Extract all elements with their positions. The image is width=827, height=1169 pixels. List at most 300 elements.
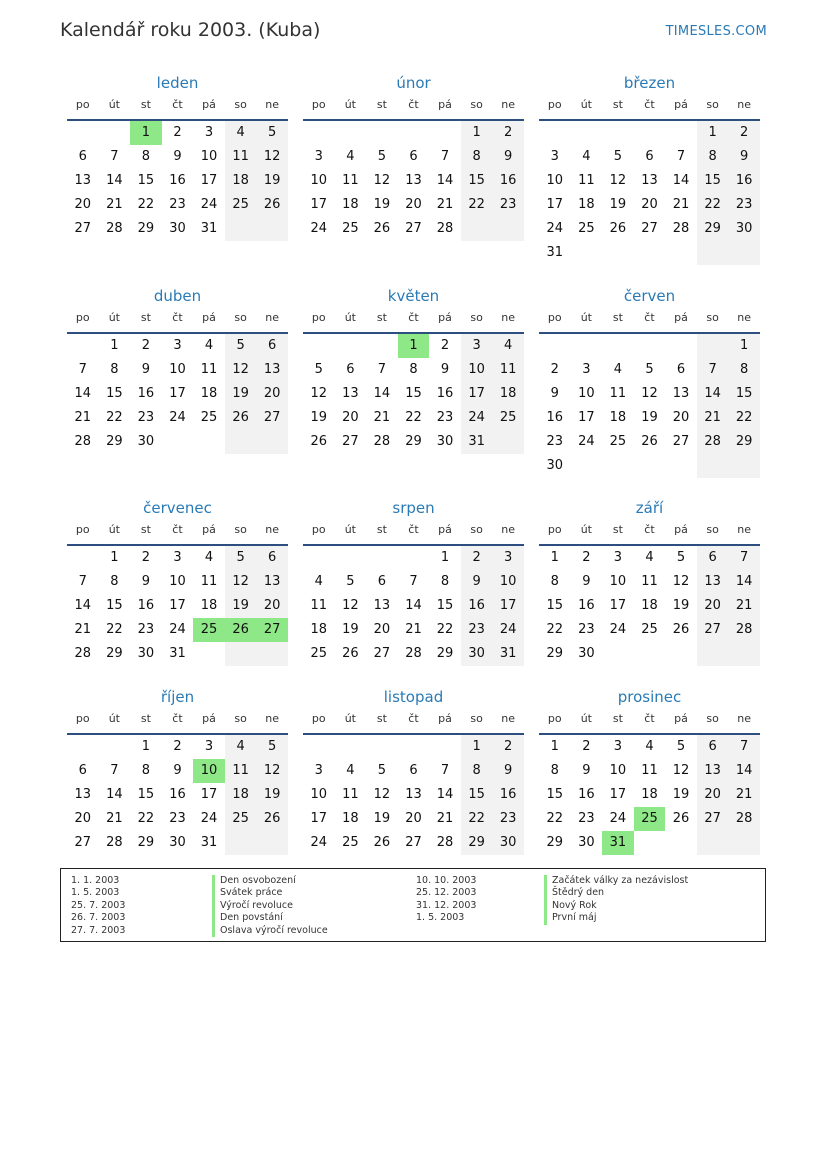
day: 28 <box>74 434 92 449</box>
weekday-header <box>539 708 760 735</box>
day: 2 <box>173 125 182 140</box>
day: 14 <box>74 598 92 613</box>
empty-cell <box>634 642 666 666</box>
day: 21 <box>728 594 760 618</box>
weekday-label: ne <box>737 712 752 725</box>
day: 26 <box>342 646 359 661</box>
day: 25 <box>225 807 257 831</box>
day: 13 <box>697 759 729 783</box>
day: 23 <box>546 434 564 449</box>
weekday-header <box>67 519 288 546</box>
day: 7 <box>78 362 87 377</box>
empty-cell <box>193 642 225 666</box>
day: 15 <box>106 598 123 613</box>
weekday-label: st <box>376 712 387 725</box>
day: 23 <box>578 622 595 637</box>
empty-cell <box>665 334 697 358</box>
day: 12 <box>225 358 257 382</box>
month-name: únor <box>396 74 431 92</box>
day: 30 <box>137 434 155 449</box>
day: 21 <box>373 410 391 425</box>
day: 12 <box>256 759 288 783</box>
day: 29 <box>546 835 564 850</box>
day: 16 <box>169 787 186 802</box>
day: 2 <box>461 546 493 570</box>
day: 13 <box>74 787 92 802</box>
month-duben <box>67 285 288 454</box>
day: 16 <box>492 783 524 807</box>
weekday-label: čt <box>172 712 183 725</box>
weekday-label: po <box>311 311 326 324</box>
empty-cell <box>728 454 760 478</box>
weekday-label: po <box>75 311 90 324</box>
day: 6 <box>256 334 288 358</box>
day: 17 <box>169 386 186 401</box>
day: 2 <box>728 121 760 145</box>
day: 25 <box>342 221 359 236</box>
legend-date: 10. 10. 2003 <box>416 875 477 886</box>
weekday-label: so <box>234 712 247 725</box>
empty-cell <box>225 642 257 666</box>
day: 27 <box>256 406 288 430</box>
weekday-label: pá <box>674 712 688 725</box>
empty-cell <box>634 121 666 145</box>
day: 5 <box>256 735 288 759</box>
day: 13 <box>405 173 422 188</box>
weekday-label: po <box>547 98 562 111</box>
day: 5 <box>676 550 686 565</box>
day: 4 <box>613 362 623 377</box>
day: 15 <box>137 787 155 802</box>
day: 21 <box>728 783 760 807</box>
weekday-label: po <box>75 523 90 536</box>
day: 20 <box>641 197 658 212</box>
day: 17 <box>310 197 328 212</box>
empty-cell <box>99 121 131 145</box>
day: 7 <box>728 735 760 759</box>
day: 28 <box>405 646 422 661</box>
day: 29 <box>137 221 155 236</box>
day: 19 <box>373 197 391 212</box>
holiday-day: 10 <box>193 759 225 783</box>
day: 24 <box>169 622 186 637</box>
weekday-label: po <box>75 712 90 725</box>
day: 18 <box>492 382 524 406</box>
day: 8 <box>141 763 151 778</box>
day: 18 <box>342 811 359 826</box>
weekday-label: pá <box>438 311 452 324</box>
empty-cell <box>99 735 131 759</box>
day: 18 <box>641 598 658 613</box>
day: 25 <box>200 410 218 425</box>
day: 24 <box>492 618 524 642</box>
day: 20 <box>405 811 422 826</box>
day: 20 <box>342 410 359 425</box>
day: 3 <box>173 338 182 353</box>
empty-cell <box>225 217 257 241</box>
legend-holiday: Den osvobození <box>212 875 328 887</box>
month-srpen <box>303 497 524 666</box>
month-únor <box>303 72 524 241</box>
day: 22 <box>137 811 155 826</box>
empty-cell <box>571 454 603 478</box>
day: 8 <box>697 145 729 169</box>
day: 10 <box>310 787 328 802</box>
day: 9 <box>492 145 524 169</box>
day: 28 <box>728 807 760 831</box>
day: 25 <box>225 193 257 217</box>
day: 23 <box>492 807 524 831</box>
day: 21 <box>106 811 123 826</box>
day: 7 <box>440 763 450 778</box>
day: 11 <box>641 574 658 589</box>
day: 16 <box>492 169 524 193</box>
day: 9 <box>173 763 182 778</box>
legend-holiday: Oslava výročí revoluce <box>212 925 328 937</box>
day: 22 <box>728 406 760 430</box>
day: 3 <box>173 550 182 565</box>
day: 13 <box>672 386 690 401</box>
empty-cell <box>335 121 367 145</box>
month-name: leden <box>156 74 199 92</box>
month-červenec <box>67 497 288 666</box>
weekday-label: so <box>706 98 719 111</box>
day: 1 <box>550 739 559 754</box>
month-říjen <box>67 686 288 855</box>
empty-cell <box>697 241 729 265</box>
empty-cell <box>728 241 760 265</box>
day: 13 <box>697 570 729 594</box>
empty-cell <box>225 430 257 454</box>
legend-holiday: Nový Rok <box>544 900 688 912</box>
day: 14 <box>697 382 729 406</box>
day: 18 <box>342 197 359 212</box>
day: 16 <box>436 386 454 401</box>
day: 5 <box>225 546 257 570</box>
day: 30 <box>169 221 186 236</box>
day: 7 <box>676 149 686 164</box>
day: 13 <box>405 787 422 802</box>
day: 8 <box>110 574 119 589</box>
day: 9 <box>550 386 559 401</box>
day: 14 <box>373 386 391 401</box>
day: 24 <box>169 410 186 425</box>
day: 22 <box>546 811 564 826</box>
weekday-label: st <box>612 98 623 111</box>
day: 26 <box>672 622 690 637</box>
day: 9 <box>582 763 591 778</box>
weekday-label: so <box>706 523 719 536</box>
day: 28 <box>373 434 391 449</box>
day: 10 <box>578 386 595 401</box>
empty-cell <box>335 735 367 759</box>
weekday-label: pá <box>202 311 216 324</box>
day: 3 <box>204 125 214 140</box>
weekday-label: ne <box>501 523 516 536</box>
day-grid <box>539 334 760 478</box>
weekday-label: ne <box>265 712 280 725</box>
holiday-day: 1 <box>130 121 162 145</box>
empty-cell <box>335 546 367 570</box>
day: 9 <box>492 759 524 783</box>
day-grid <box>303 735 524 855</box>
weekday-header <box>67 708 288 735</box>
day: 5 <box>377 149 387 164</box>
day: 26 <box>256 193 288 217</box>
legend-date: 25. 7. 2003 <box>71 899 126 911</box>
day: 13 <box>256 570 288 594</box>
day: 18 <box>200 386 218 401</box>
day: 5 <box>377 763 387 778</box>
day: 3 <box>204 739 214 754</box>
empty-cell <box>366 334 398 358</box>
legend-holiday: Svátek práce <box>212 887 328 899</box>
empty-cell <box>665 454 697 478</box>
day: 3 <box>613 550 623 565</box>
day: 16 <box>728 169 760 193</box>
day: 15 <box>461 169 493 193</box>
legend-date: 31. 12. 2003 <box>416 899 477 911</box>
weekday-header <box>539 519 760 546</box>
day: 5 <box>314 362 323 377</box>
day: 30 <box>169 835 186 850</box>
site-link[interactable]: TIMESLES.COM <box>665 24 767 39</box>
day: 1 <box>440 550 450 565</box>
empty-cell <box>634 454 666 478</box>
weekday-label: čt <box>408 523 419 536</box>
day: 7 <box>377 362 387 377</box>
day-grid <box>303 334 524 454</box>
day: 21 <box>436 197 454 212</box>
day: 4 <box>346 763 355 778</box>
weekday-label: so <box>234 523 247 536</box>
day: 1 <box>141 739 151 754</box>
day: 22 <box>106 622 123 637</box>
day: 4 <box>314 574 323 589</box>
day: 1 <box>110 550 119 565</box>
day: 31 <box>461 430 493 454</box>
month-name: červen <box>623 287 676 305</box>
day: 11 <box>342 787 359 802</box>
day: 20 <box>74 811 92 826</box>
legend-holiday: První máj <box>544 912 688 924</box>
month-name: květen <box>387 287 440 305</box>
day: 6 <box>256 546 288 570</box>
day-grid <box>67 121 288 241</box>
empty-cell <box>429 121 461 145</box>
day: 14 <box>106 173 123 188</box>
day: 29 <box>405 434 422 449</box>
legend-holiday: Začátek války za nezávislost <box>544 875 688 887</box>
weekday-label: ne <box>501 311 516 324</box>
day: 27 <box>672 434 690 449</box>
day: 27 <box>74 835 92 850</box>
weekday-label: ne <box>265 523 280 536</box>
weekday-label: út <box>344 311 356 324</box>
empty-cell <box>366 735 398 759</box>
day: 20 <box>405 197 422 212</box>
weekday-label: so <box>706 712 719 725</box>
holiday-day: 26 <box>225 618 257 642</box>
day: 22 <box>461 193 493 217</box>
day: 15 <box>697 169 729 193</box>
weekday-label: po <box>547 311 562 324</box>
day: 13 <box>641 173 658 188</box>
day: 27 <box>405 221 422 236</box>
weekday-label: po <box>547 523 562 536</box>
day: 8 <box>110 362 119 377</box>
weekday-label: pá <box>674 523 688 536</box>
weekday-label: ne <box>737 311 752 324</box>
day: 14 <box>728 570 760 594</box>
legend-holiday: Den povstání <box>212 912 328 924</box>
day: 29 <box>106 434 123 449</box>
weekday-label: ne <box>501 712 516 725</box>
day: 22 <box>106 410 123 425</box>
day: 16 <box>169 173 186 188</box>
day: 8 <box>141 149 151 164</box>
day: 7 <box>78 574 87 589</box>
day: 22 <box>405 410 422 425</box>
empty-cell <box>398 546 430 570</box>
day: 14 <box>728 759 760 783</box>
day: 15 <box>546 598 564 613</box>
day: 14 <box>405 598 422 613</box>
weekday-label: pá <box>438 98 452 111</box>
day: 19 <box>342 622 359 637</box>
weekday-label: út <box>580 311 592 324</box>
day: 24 <box>200 811 218 826</box>
day: 8 <box>440 574 450 589</box>
weekday-label: ne <box>737 98 752 111</box>
day: 11 <box>200 574 218 589</box>
weekday-label: pá <box>438 523 452 536</box>
day: 12 <box>225 570 257 594</box>
day: 6 <box>78 149 87 164</box>
empty-cell <box>67 121 99 145</box>
weekday-label: so <box>470 311 483 324</box>
empty-cell <box>697 454 729 478</box>
day: 18 <box>225 783 257 807</box>
day: 16 <box>461 594 493 618</box>
day: 12 <box>373 173 391 188</box>
day: 25 <box>310 646 328 661</box>
day: 14 <box>672 173 690 188</box>
empty-cell <box>634 241 666 265</box>
month-name: říjen <box>160 688 195 706</box>
day: 2 <box>141 338 151 353</box>
day: 21 <box>697 406 729 430</box>
day: 6 <box>78 763 87 778</box>
day: 2 <box>141 550 151 565</box>
legend-names-right <box>544 875 688 925</box>
weekday-label: pá <box>202 98 216 111</box>
day: 24 <box>310 835 328 850</box>
legend-date: 25. 12. 2003 <box>416 887 477 899</box>
day: 27 <box>373 646 391 661</box>
day: 10 <box>546 173 564 188</box>
day: 15 <box>405 386 422 401</box>
empty-cell <box>697 642 729 666</box>
day: 23 <box>492 193 524 217</box>
empty-cell <box>571 241 603 265</box>
weekday-label: po <box>75 98 90 111</box>
empty-cell <box>335 334 367 358</box>
day: 20 <box>672 410 690 425</box>
weekday-label: st <box>140 523 151 536</box>
day: 18 <box>641 787 658 802</box>
legend-date: 1. 5. 2003 <box>71 887 120 899</box>
day: 10 <box>492 570 524 594</box>
weekday-label: čt <box>644 523 655 536</box>
day: 2 <box>582 550 591 565</box>
day: 23 <box>578 811 595 826</box>
day-grid <box>67 546 288 666</box>
day: 7 <box>110 149 119 164</box>
day: 6 <box>409 763 418 778</box>
day: 6 <box>645 149 654 164</box>
day: 28 <box>436 835 454 850</box>
empty-cell <box>398 735 430 759</box>
day: 3 <box>582 362 591 377</box>
weekday-label: út <box>108 98 120 111</box>
day: 19 <box>225 382 257 406</box>
weekday-label: so <box>470 712 483 725</box>
day: 20 <box>74 197 92 212</box>
day: 16 <box>546 410 564 425</box>
day: 6 <box>377 574 387 589</box>
day: 7 <box>697 358 729 382</box>
day: 1 <box>110 338 119 353</box>
day: 15 <box>728 382 760 406</box>
weekday-label: pá <box>438 712 452 725</box>
day: 19 <box>373 811 391 826</box>
day: 17 <box>609 787 627 802</box>
weekday-header <box>303 307 524 334</box>
day: 7 <box>728 546 760 570</box>
day: 14 <box>106 787 123 802</box>
day: 25 <box>342 835 359 850</box>
day: 5 <box>613 149 623 164</box>
empty-cell <box>492 217 524 241</box>
day: 30 <box>578 646 595 661</box>
day: 8 <box>461 759 493 783</box>
day: 28 <box>106 221 123 236</box>
day: 9 <box>173 149 182 164</box>
day: 9 <box>440 362 450 377</box>
weekday-label: čt <box>644 311 655 324</box>
day: 28 <box>74 646 92 661</box>
weekday-label: čt <box>172 98 183 111</box>
empty-cell <box>67 546 99 570</box>
empty-cell <box>366 121 398 145</box>
day: 11 <box>641 763 658 778</box>
empty-cell <box>602 241 634 265</box>
day: 11 <box>225 145 257 169</box>
day: 18 <box>225 169 257 193</box>
weekday-label: po <box>311 712 326 725</box>
weekday-header <box>539 307 760 334</box>
day: 11 <box>342 173 359 188</box>
day: 3 <box>492 546 524 570</box>
empty-cell <box>665 241 697 265</box>
day: 1 <box>697 121 729 145</box>
day: 31 <box>169 646 186 661</box>
empty-cell <box>665 121 697 145</box>
empty-cell <box>193 430 225 454</box>
day: 17 <box>461 382 493 406</box>
empty-cell <box>602 334 634 358</box>
